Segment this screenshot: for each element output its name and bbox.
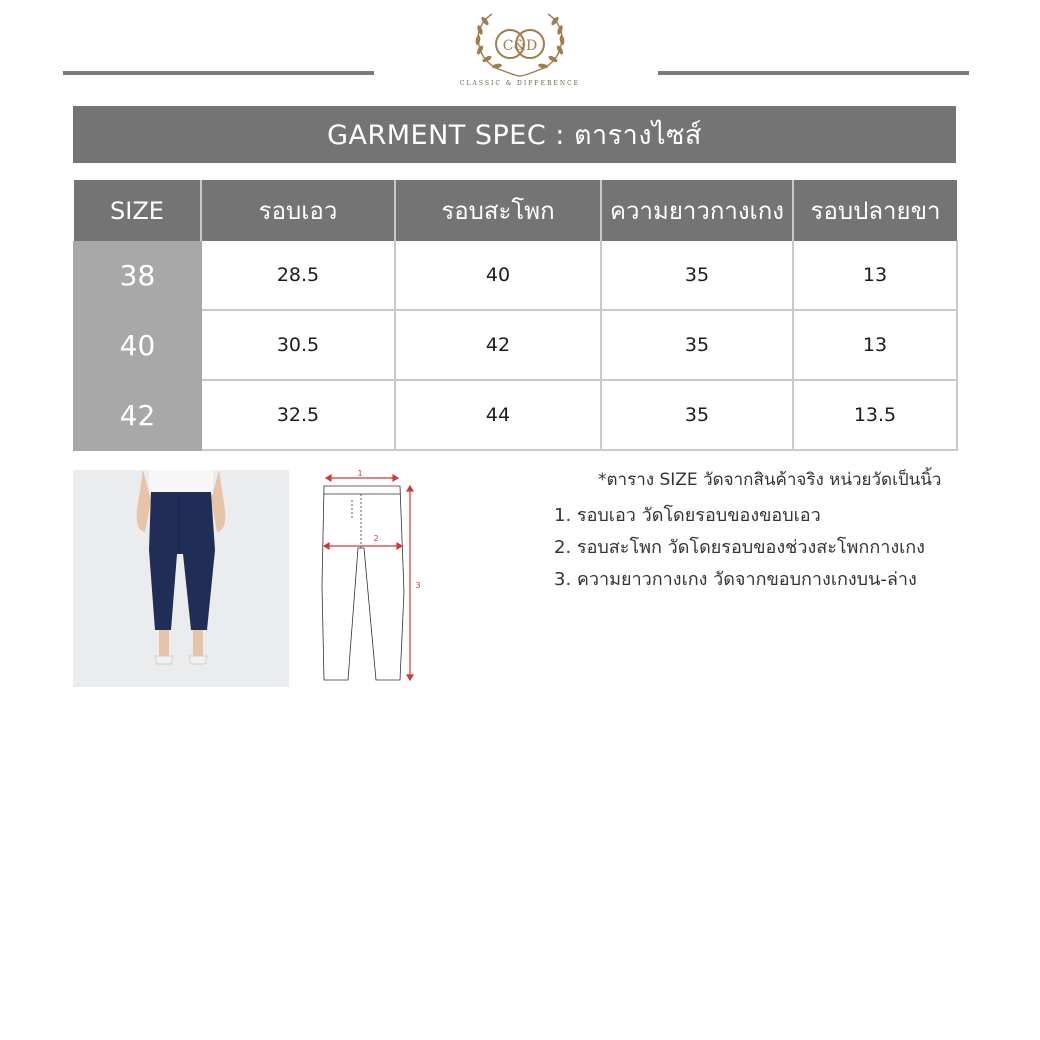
hip-cell: 40: [395, 241, 601, 310]
diagram-label-3: 3: [415, 581, 421, 590]
hip-cell: 44: [395, 380, 601, 450]
header-leg-opening: รอบปลายขา: [793, 180, 957, 241]
size-cell: 40: [74, 310, 201, 380]
brand-tagline: CLASSIC & DIFFERENCE: [459, 80, 581, 87]
table-row: [74, 310, 957, 380]
instruction-length: 3. ความยาวกางเกง วัดจากขอบกางเกงบน-ล่าง: [554, 569, 917, 590]
header-hip: รอบสะโพก: [395, 180, 601, 241]
pants-diagram-icon: [312, 466, 424, 694]
table-row: [74, 380, 957, 450]
hip-cell: 42: [395, 310, 601, 380]
waist-cell: 28.5: [201, 241, 395, 310]
length-cell: 35: [601, 380, 793, 450]
size-cell: 38: [74, 241, 201, 310]
header-rule-left: [63, 71, 374, 75]
size-table: [73, 180, 958, 451]
table-row: [74, 241, 957, 310]
instruction-waist: 1. รอบเอว วัดโดยรอบของขอบเอว: [554, 505, 821, 526]
length-cell: 35: [601, 310, 793, 380]
leg-opening-cell: 13: [793, 310, 957, 380]
measurement-instructions: [554, 500, 994, 596]
instruction-hip: 2. รอบสะโพก วัดโดยรอบของช่วงสะโพกกางเกง: [554, 537, 925, 558]
size-cell: 42: [74, 380, 201, 450]
brand-monogram: C&D: [502, 38, 538, 54]
diagram-label-2: 2: [373, 534, 379, 543]
model-photo-icon: [73, 470, 289, 687]
waist-cell: 30.5: [201, 310, 395, 380]
leg-opening-cell: 13.5: [793, 380, 957, 450]
diagram-label-1: 1: [357, 469, 363, 478]
header-size: SIZE: [74, 180, 201, 241]
header-rule-right: [658, 71, 969, 75]
header-waist: รอบเอว: [201, 180, 395, 241]
table-header-row: [74, 180, 957, 241]
length-cell: 35: [601, 241, 793, 310]
waist-cell: 32.5: [201, 380, 395, 450]
measurement-note: *ตาราง SIZE วัดจากสินค้าจริง หน่วยวัดเป็นนิ้ว: [598, 470, 942, 490]
header-length: ความยาวกางเกง: [601, 180, 793, 241]
leg-opening-cell: 13: [793, 241, 957, 310]
brand-logo: [456, 6, 584, 90]
page-title: GARMENT SPEC : ตารางไซส์: [73, 106, 956, 163]
